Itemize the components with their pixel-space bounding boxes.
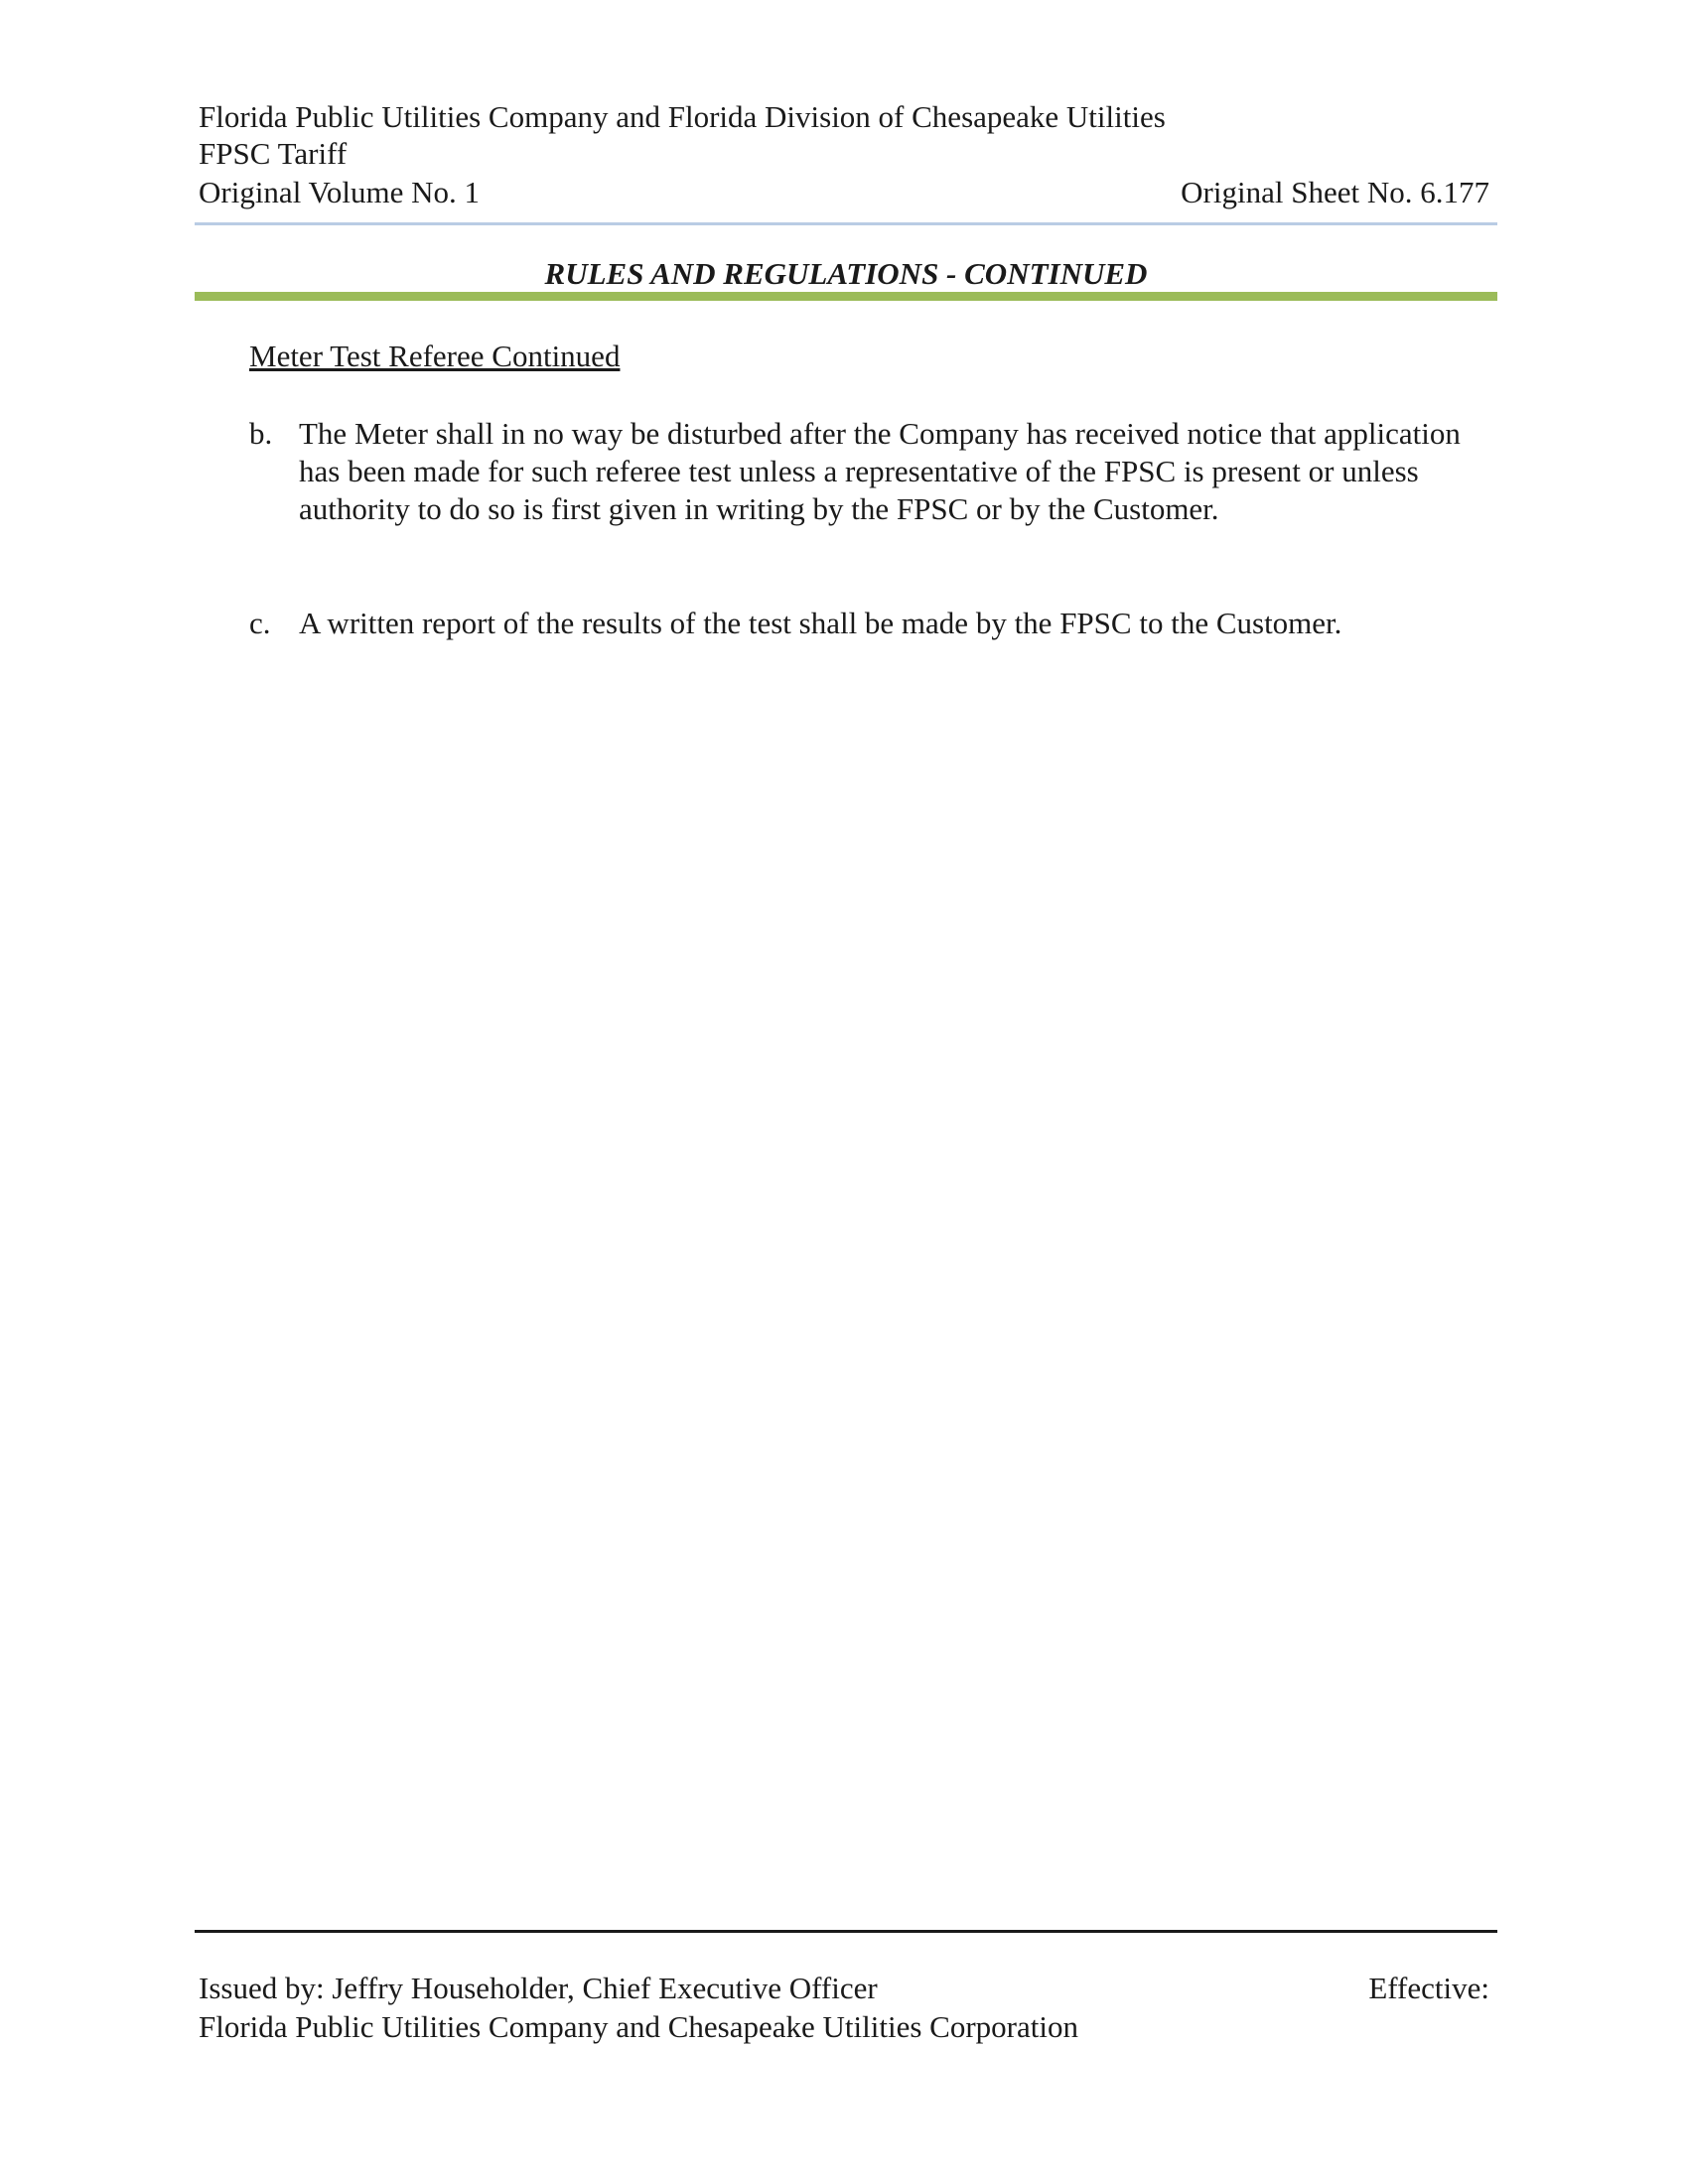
footer-effective: Effective: bbox=[1368, 1971, 1489, 2005]
section-title: RULES AND REGULATIONS - CONTINUED bbox=[544, 256, 1148, 291]
section-title-divider bbox=[195, 292, 1497, 301]
list-item-text: The Meter shall in no way be disturbed after the Company has received notice that application has been made for such referee test unless a representative of the FPSC is present or unless authority to do so is first given in writing by the FPSC or by the Customer. bbox=[299, 416, 1461, 526]
list-item-marker: c. bbox=[249, 606, 271, 640]
header-company: Florida Public Utilities Company and Florida Division of Chesapeake Utilities bbox=[199, 99, 1166, 134]
footer-corporation: Florida Public Utilities Company and Chesapeake Utilities Corporation bbox=[199, 2009, 1078, 2044]
list-item bbox=[249, 605, 1480, 642]
header-divider bbox=[195, 222, 1497, 225]
list-item bbox=[249, 415, 1480, 528]
list-item-marker: b. bbox=[249, 416, 273, 451]
header-tariff: FPSC Tariff bbox=[199, 136, 348, 171]
footer-issued-by: Issued by: Jeffry Householder, Chief Executive Officer bbox=[199, 1971, 878, 2005]
list-item-text: A written report of the results of the test shall be made by the FPSC to the Customer. bbox=[299, 606, 1342, 640]
subheading: Meter Test Referee Continued bbox=[249, 339, 621, 373]
footer-divider bbox=[195, 1930, 1497, 1933]
header-sheet-number: Original Sheet No. 6.177 bbox=[1181, 175, 1489, 209]
header-volume: Original Volume No. 1 bbox=[199, 175, 481, 209]
